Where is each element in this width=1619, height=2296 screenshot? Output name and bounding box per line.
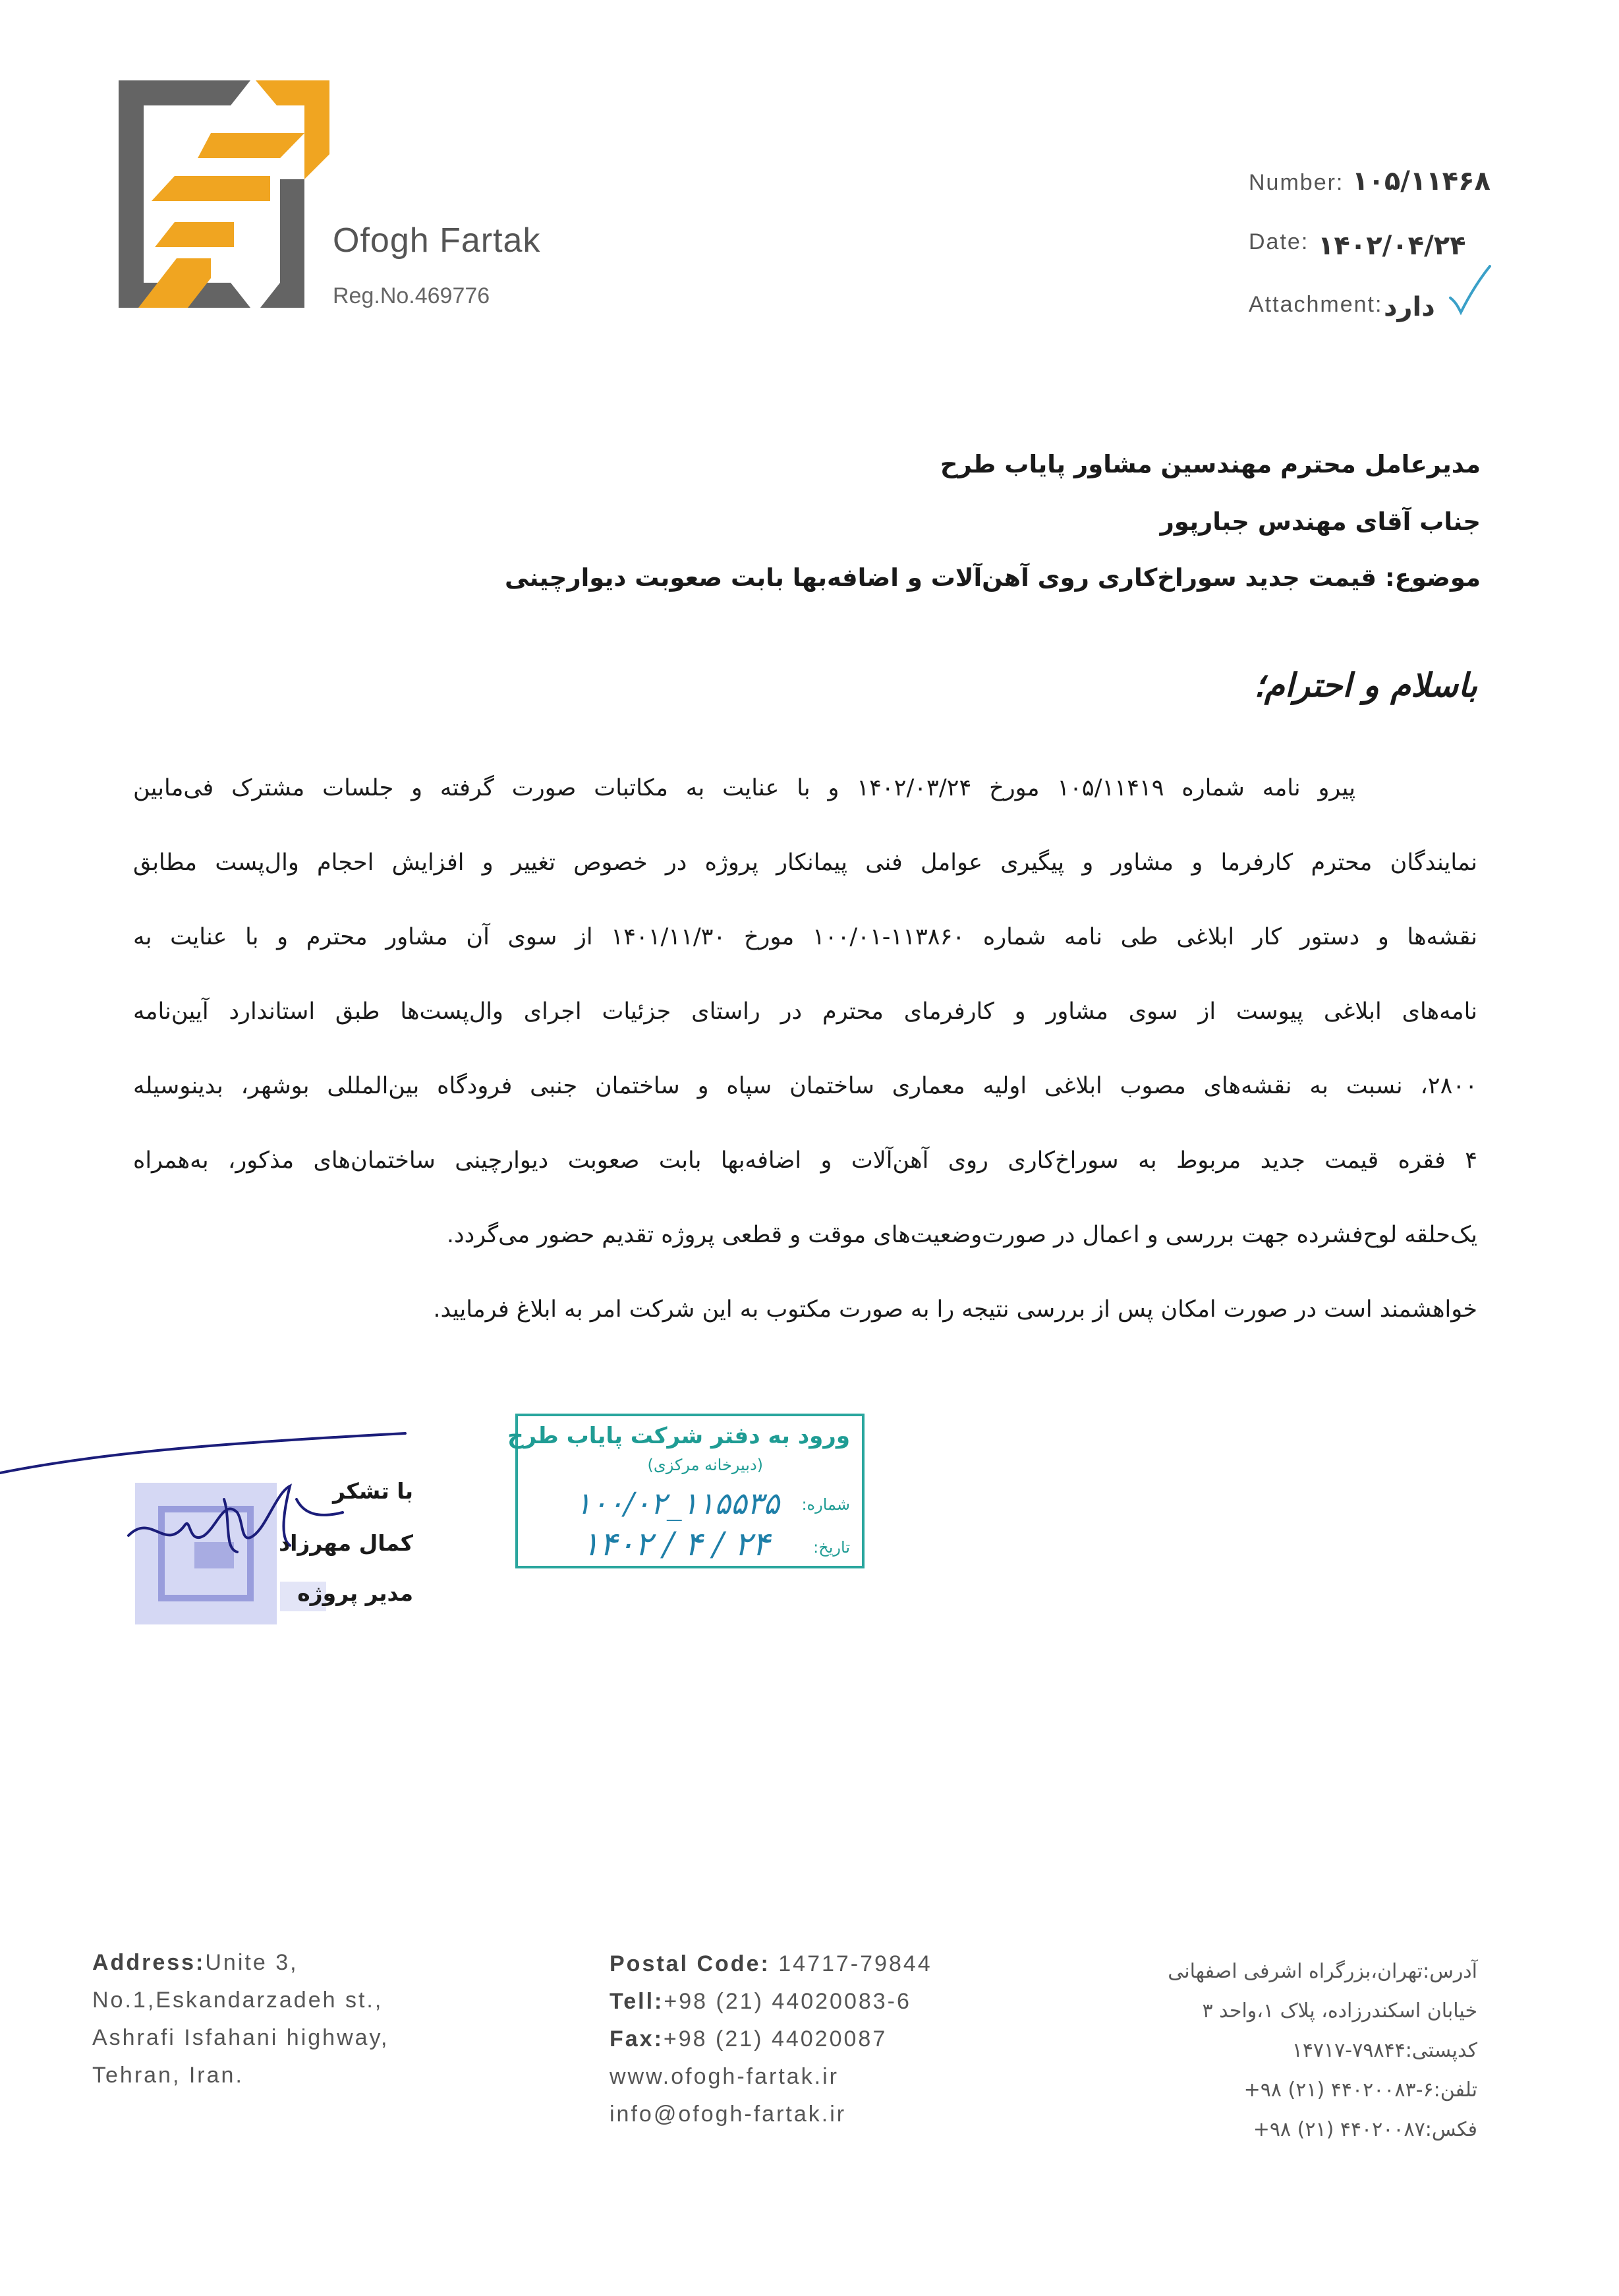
- email-link[interactable]: info@ofogh-fartak.ir: [610, 2102, 847, 2127]
- footer-address: [92, 1944, 389, 2094]
- signature-icon: [125, 1473, 349, 1578]
- company-logo-icon: [119, 80, 329, 308]
- signer-name: کمال مهرزاد: [279, 1530, 413, 1556]
- tel-number: +98 (21) 44020083-6: [664, 1989, 911, 2014]
- attachment-label: Attachment:: [1249, 292, 1383, 317]
- company-name: Ofogh Fartak: [333, 221, 541, 260]
- received-stamp: [507, 1414, 865, 1568]
- body-line: ۴ فقره قیمت جدید مربوط به سوراخ‌کاری روی آهن‌آلات و اضافه‌بها بابت صعوبت دیوارچینی ساختمان‌های مذکور، به‌همراه: [133, 1147, 1477, 1174]
- letter-number: ۱۰۵/۱۱۴۶۸: [1352, 166, 1491, 196]
- body-line: نمایندگان محترم کارفرما و مشاور و پیگیری عوامل فنی پیمانکار پروژه در خصوص تغییر و افزایش احجام وال‌پست مطابق: [133, 849, 1477, 876]
- checkmark-icon: [1446, 264, 1492, 316]
- greeting: باسلام و احترام؛: [1253, 666, 1477, 704]
- footer-fa-line: فکس:۴۴۰۲۰۰۸۷ (۲۱) ۹۸+: [1253, 2118, 1477, 2141]
- address-label: Address:: [92, 1950, 206, 1975]
- website-link[interactable]: www.ofogh-fartak.ir: [610, 2064, 839, 2089]
- footer-fa-line: آدرس:تهران،بزرگراه اشرفی اصفهانی: [1168, 1960, 1477, 1983]
- body-line: نقشه‌ها و دستور کار ابلاغی طی نامه شماره ۱۱۳۸۶۰-۱۰۰/۰۱ مورخ ۱۴۰۱/۱۱/۳۰ از سوی آن مشاور محترم و با عنایت به: [133, 924, 1477, 950]
- body-line: نامه‌های ابلاغی پیوست از سوی مشاور و کارفرمای محترم در راستای جزئیات اجرای وال‌پست‌ها طبق استاندارد آیین‌نامه: [133, 998, 1477, 1025]
- fax-label: Fax:: [610, 2026, 664, 2052]
- postal-code: 14717-79844: [778, 1951, 932, 1976]
- footer-fa-line: کدپستی:۷۹۸۴۴-۱۴۷۱۷: [1292, 2039, 1477, 2062]
- signature-pen-stroke-icon: [0, 1427, 409, 1479]
- date-label: Date:: [1249, 229, 1309, 254]
- body-line: یک‌حلقه لوح‌فشرده جهت بررسی و اعمال در صورت‌وضعیت‌های موقت و قطعی پروژه تقدیم حضور می‌گردد.: [446, 1222, 1477, 1248]
- postal-code-label: Postal Code:: [610, 1951, 770, 1976]
- footer-persian-address: [1168, 1952, 1477, 2150]
- closing-phrase: با تشکر: [333, 1478, 413, 1504]
- stamp-date-label: تاریخ:: [813, 1538, 850, 1557]
- subject-line: موضوع: قیمت جدید سوراخ‌کاری روی آهن‌آلات و اضافه‌بها بابت صعوبت دیوارچینی: [505, 563, 1481, 592]
- honorific-line: جناب آقای مهندس جبارپور: [1160, 507, 1481, 536]
- letter-date: ۱۴۰۲/۰۴/۲۴: [1318, 231, 1466, 261]
- number-label: Number:: [1249, 170, 1344, 195]
- stamp-subtitle: (دبیرخانه مرکزی): [647, 1456, 763, 1474]
- stamp-number-label: شماره:: [801, 1495, 850, 1514]
- recipient-line: مدیرعامل محترم مهندسین مشاور پایاب طرح: [940, 450, 1481, 478]
- registration-number: Reg.No.469776: [333, 283, 490, 308]
- body-line: پیرو نامه شماره ۱۰۵/۱۱۴۱۹ مورخ ۱۴۰۲/۰۳/۲۴ و با عنایت به مکاتبات صورت گرفته و جلسات مشترک فی‌مابین: [133, 775, 1355, 801]
- stamp-title: ورود به دفتر شرکت پایاب طرح: [507, 1423, 850, 1449]
- address-line: Ashrafi Isfahani highway,: [92, 2025, 389, 2050]
- letter-body: [133, 751, 1477, 1347]
- tel-label: Tell:: [610, 1989, 664, 2014]
- footer-contact: [610, 1945, 932, 2133]
- body-line: ۲۸۰۰، نسبت به نقشه‌های مصوب ابلاغی اولیه معماری ساختمان سپاه و ساختمان جنبی فرودگاه بین‌المللی بوشهر، بدینوسیله: [133, 1073, 1477, 1099]
- signer-title: مدیر پروژه: [297, 1580, 413, 1606]
- address-line: No.1,Eskandarzadeh st.,: [92, 1988, 383, 2013]
- footer-fa-line: تلفن:۶-۴۴۰۲۰۰۸۳ (۲۱) ۹۸+: [1243, 2079, 1477, 2102]
- address-line: Unite 3,: [205, 1950, 298, 1975]
- stamp-number-value: ۱۰۰/۰۲_۱۱۵۵۳۵: [575, 1485, 780, 1521]
- stamp-date-value: ۱۴۰۲ / ۴ / ۲۴: [581, 1525, 770, 1563]
- attachment-value: دارد: [1384, 292, 1435, 322]
- address-line: Tehran, Iran.: [92, 2063, 244, 2088]
- fax-number: +98 (21) 44020087: [663, 2026, 888, 2052]
- body-line: خواهشمند است در صورت امکان پس از بررسی نتیجه را به صورت مکتوب به این شرکت امر به ابلاغ فرمایید.: [433, 1296, 1477, 1323]
- footer-fa-line: خیابان اسکندرزاده، پلاک ۱،واحد ۳: [1202, 1999, 1477, 2023]
